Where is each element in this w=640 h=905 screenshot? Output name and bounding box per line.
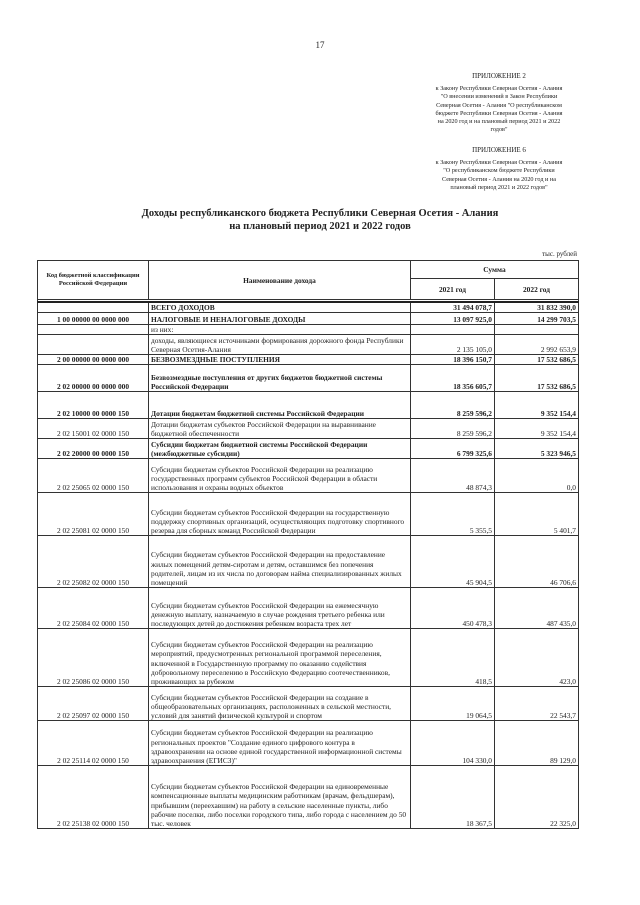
code-cell: 2 02 20000 00 0000 150 <box>38 439 149 459</box>
code-cell: 2 02 25138 02 0000 150 <box>38 766 149 829</box>
appendix-2-line: "О внесении изменений в Закон Республики <box>440 93 558 101</box>
table-row <box>38 392 579 419</box>
value-2021-cell: 19 064,5 <box>411 687 495 721</box>
name-cell: Субсидии бюджетам субъектов Российской Федерации на ежемесячную денежную выплату, назначаемую в случае рождения третьего ребенка или последующих детей до достижения ребенком возраста трех лет <box>149 588 411 629</box>
value-2021-cell: 45 904,5 <box>411 536 495 588</box>
value-2021-cell: 13 097 925,0 <box>411 312 495 324</box>
value-2021-cell: 18 396 150,7 <box>411 354 495 364</box>
table-row <box>38 324 579 334</box>
name-cell: Дотации бюджетам субъектов Российской Федерации на выравнивание бюджетной обеспеченности <box>149 419 411 439</box>
code-cell <box>38 302 149 313</box>
table-row <box>38 687 579 721</box>
table-row <box>38 721 579 766</box>
name-cell: Субсидии бюджетам субъектов Российской Федерации на реализацию региональных проектов "Создание единого цифрового контура в здравоохранении на основе единой государственной информационной системы здравоохранения (ЕГИСЗ)" <box>149 721 411 766</box>
value-2021-cell: 8 259 596,2 <box>411 419 495 439</box>
appendix-2-line: годов" <box>490 126 508 134</box>
table-row <box>38 459 579 493</box>
appendix-2-line: на 2020 год и на плановый период 2021 и 2022 <box>437 118 561 126</box>
name-cell: Субсидии бюджетам субъектов Российской Федерации на единовременные компенсационные выплаты медицинским работникам (врачам, фельдшерам), прибывшим (переехавшим) на работу в сельские населенные пункты, либо рабочие поселки, либо поселки городского типа, либо города с населением до 50 тыс. человек <box>149 766 411 829</box>
name-cell: Субсидии бюджетам субъектов Российской Федерации на предоставление жилых помещений детям-сиротам и детям, оставшимся без попечения родителей, лицам из их числа по договорам найма специализированных жилых помещений <box>149 536 411 588</box>
name-cell: Субсидии бюджетам бюджетной системы Российской Федерации (межбюджетные субсидии) <box>149 439 411 459</box>
name-cell: Безвозмездные поступления от других бюджетов бюджетной системы Российской Федерации <box>149 365 411 392</box>
appendix-2-heading: ПРИЛОЖЕНИЕ 2 <box>472 72 526 80</box>
value-2022-cell: 22 543,7 <box>495 687 579 721</box>
value-2022-cell: 89 129,0 <box>495 721 579 766</box>
value-2021-cell: 5 355,5 <box>411 493 495 536</box>
name-cell: ВСЕГО ДОХОДОВ <box>149 302 411 313</box>
code-cell: 2 02 15001 02 0000 150 <box>38 419 149 439</box>
title-line-1: Доходы республиканского бюджета Республики Северная Осетия - Алания <box>141 208 499 219</box>
name-cell: Субсидии бюджетам субъектов Российской Федерации на реализацию государственных программ субъектов Российской Федерации в области использования и охраны водных объектов <box>149 459 411 493</box>
value-2022-cell: 14 299 703,5 <box>495 312 579 324</box>
value-2022-cell: 31 832 390,0 <box>495 302 579 313</box>
table-row <box>38 302 579 313</box>
table-body <box>38 302 579 829</box>
code-cell: 2 02 25086 02 0000 150 <box>38 629 149 687</box>
value-2022-cell: 2 992 653,9 <box>495 334 579 354</box>
appendix-6-block <box>413 146 585 192</box>
value-2022-cell: 0,0 <box>495 459 579 493</box>
appendix-6-line: "О республиканском бюджете Республики <box>443 167 555 175</box>
header-year-2022: 2022 год <box>495 279 579 300</box>
value-2021-cell: 31 494 078,7 <box>411 302 495 313</box>
name-cell: доходы, являющиеся источниками формирования дорожного фонда Республики Северная Осетия-Алания <box>149 334 411 354</box>
table-row <box>38 536 579 588</box>
value-2022-cell <box>495 324 579 334</box>
code-cell <box>38 324 149 334</box>
appendix-2-block <box>413 72 585 134</box>
value-2022-cell: 9 352 154,4 <box>495 419 579 439</box>
value-2022-cell: 423,0 <box>495 629 579 687</box>
table-row <box>38 419 579 439</box>
appendix-6-line: к Закону Республики Северная Осетия - Алания <box>435 159 563 167</box>
table-row <box>38 354 579 364</box>
revenue-table <box>37 260 579 829</box>
unit-label: тыс. рублей <box>542 250 577 258</box>
table-row <box>38 629 579 687</box>
appendix-2-line: бюджете Республики Северная Осетия - Алания <box>435 109 563 117</box>
code-cell <box>38 334 149 354</box>
name-cell: Субсидии бюджетам субъектов Российской Федерации на создание в общеобразовательных организациях, расположенных в сельской местности, условий для занятий физической культурой и спортом <box>149 687 411 721</box>
value-2021-cell: 48 874,3 <box>411 459 495 493</box>
code-cell: 2 02 25097 02 0000 150 <box>38 687 149 721</box>
code-cell: 2 02 25114 02 0000 150 <box>38 721 149 766</box>
name-cell: Субсидии бюджетам субъектов Российской Федерации на реализацию мероприятий, предусмотренных региональной программой переселения, включенной в Государственную программу по оказанию содействия добровольному переселению в Российскую Федерацию соотечественников, проживающих за рубежом <box>149 629 411 687</box>
appendix-2-line: к Закону Республики Северная Осетия - Алания <box>435 85 563 93</box>
value-2022-cell: 5 401,7 <box>495 493 579 536</box>
value-2022-cell: 17 532 686,5 <box>495 365 579 392</box>
name-cell: НАЛОГОВЫЕ И НЕНАЛОГОВЫЕ ДОХОДЫ <box>149 312 411 324</box>
name-cell: из них: <box>149 324 411 334</box>
name-cell: Субсидии бюджетам субъектов Российской Федерации на государственную поддержку спортивных организаций, осуществляющих подготовку спортивного резерва для сборных команд Российской Федерации <box>149 493 411 536</box>
value-2022-cell: 5 323 946,5 <box>495 439 579 459</box>
appendix-6-line: Северная Осетия - Алания на 2020 год и на <box>442 175 556 183</box>
table-row <box>38 439 579 459</box>
table-row <box>38 312 579 324</box>
value-2021-cell: 418,5 <box>411 629 495 687</box>
document-title <box>60 207 580 233</box>
title-line-2: на плановый период 2021 и 2022 годов <box>229 221 411 232</box>
appendix-2-line: Северная Осетия - Алания "О республиканском <box>436 101 562 109</box>
name-cell: Дотации бюджетам бюджетной системы Российской Федерации <box>149 392 411 419</box>
value-2021-cell: 2 135 105,0 <box>411 334 495 354</box>
value-2022-cell: 46 706,6 <box>495 536 579 588</box>
code-cell: 2 02 25081 02 0000 150 <box>38 493 149 536</box>
page-number: 17 <box>315 40 325 50</box>
value-2022-cell: 22 325,0 <box>495 766 579 829</box>
code-cell: 1 00 00000 00 0000 000 <box>38 312 149 324</box>
header-year-2021: 2021 год <box>411 279 495 300</box>
table-row <box>38 365 579 392</box>
table-row <box>38 766 579 829</box>
value-2021-cell: 8 259 596,2 <box>411 392 495 419</box>
value-2021-cell: 450 478,3 <box>411 588 495 629</box>
appendix-6-heading: ПРИЛОЖЕНИЕ 6 <box>472 146 526 154</box>
code-cell: 2 02 00000 00 0000 000 <box>38 365 149 392</box>
value-2022-cell: 487 435,0 <box>495 588 579 629</box>
table-row <box>38 493 579 536</box>
name-cell: БЕЗВОЗМЕЗДНЫЕ ПОСТУПЛЕНИЯ <box>149 354 411 364</box>
value-2021-cell: 6 799 325,6 <box>411 439 495 459</box>
value-2022-cell: 17 532 686,5 <box>495 354 579 364</box>
header-code: Код бюджетной классификации Российской Федерации <box>38 261 149 300</box>
code-cell: 2 02 10000 00 0000 150 <box>38 392 149 419</box>
code-cell: 2 02 25084 02 0000 150 <box>38 588 149 629</box>
header-sum: Сумма <box>411 261 579 279</box>
code-cell: 2 02 25082 02 0000 150 <box>38 536 149 588</box>
code-cell: 2 02 25065 02 0000 150 <box>38 459 149 493</box>
value-2021-cell: 104 330,0 <box>411 721 495 766</box>
table-row <box>38 588 579 629</box>
value-2021-cell: 18 356 605,7 <box>411 365 495 392</box>
value-2021-cell <box>411 324 495 334</box>
value-2022-cell: 9 352 154,4 <box>495 392 579 419</box>
value-2021-cell: 18 367,5 <box>411 766 495 829</box>
appendix-6-line: плановый период 2021 и 2022 годов" <box>450 183 548 191</box>
header-name: Наименование дохода <box>149 261 411 300</box>
code-cell: 2 00 00000 00 0000 000 <box>38 354 149 364</box>
table-row <box>38 334 579 354</box>
